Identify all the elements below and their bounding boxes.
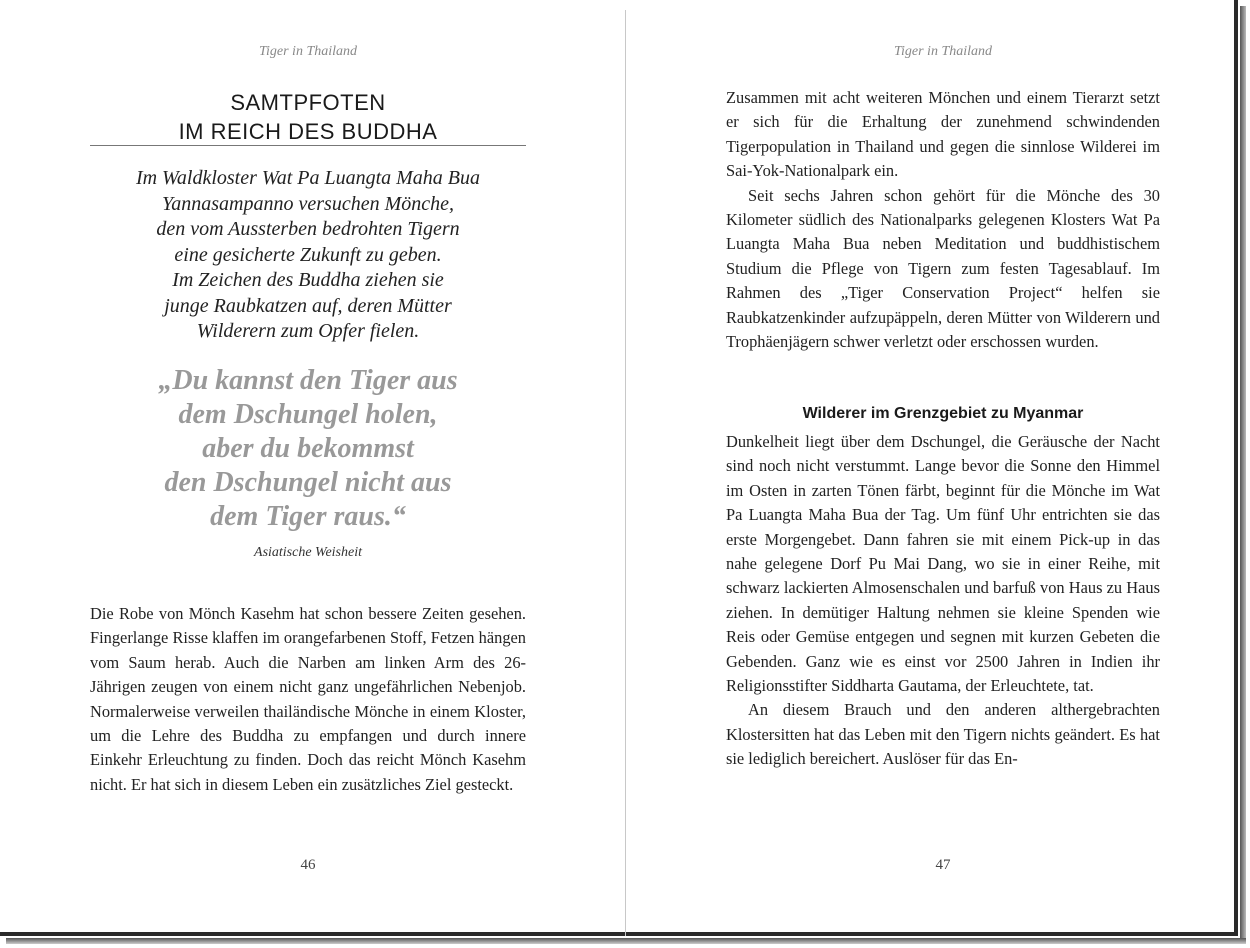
intro-line: eine gesicherte Zukunft zu geben.	[174, 243, 442, 266]
section-subheading: Wilderer im Grenzgebiet zu Myanmar	[802, 405, 1084, 422]
page-shadow-right	[1240, 6, 1246, 942]
intro-line: den vom Aussterben bedrohten Tigern	[156, 218, 460, 240]
intro-line: Wilderern zum Opfer fielen.	[196, 320, 420, 342]
running-head-left: Tiger in Thailand	[258, 44, 358, 59]
page-gutter	[625, 10, 626, 936]
quote-line: aber du bekommst	[202, 433, 414, 464]
intro-line: Im Waldkloster Wat Pa Luangta Maha Bua	[135, 167, 481, 189]
page-number-left: 46	[300, 857, 316, 873]
paragraph: Seit sechs Jahren schon gehört für die Mönche des 30 Kilometer südlich des Nationalparks gelegenen Klosters Wat Pa Luangta Maha Bua neben Meditation und buddhistischem Studium die Pflege von Tigern zum festen Tagesablauf. Im Rahmen des „Tiger Conservation Project“ helfen sie Raubkatzenkinder aufzupäppeln, deren Mütter von Wilderern und Trophäenjägern schwer verletzt oder erschossen wurden.	[726, 185, 1160, 352]
page-number-right: 47	[935, 857, 951, 873]
body-text-right-top	[726, 86, 1160, 354]
chapter-title-line-1: SAMTPFOTEN	[230, 90, 386, 115]
paragraph: Zusammen mit acht weiteren Mönchen und einem Tierarzt setzt er sich für die Erhaltung der zunehmend schwindenden Tigerpopulation in Thailand und gegen die sinnlose Wilderei im Sai-Yok-Nationalpark ein.	[726, 88, 1160, 181]
intro-text	[90, 166, 526, 345]
running-head-right: Tiger in Thailand	[893, 44, 993, 59]
paragraph: Dunkelheit liegt über dem Dschungel, die Geräusche der Nacht sind noch nicht verstummt. Lange bevor die Sonne den Himmel im Osten in zarten Tönen färbt, beginnt für die Mönche im Wat Pa Luangta Maha Bua der Tag. Um fünf Uhr entrichten sie das erste Morgengebet. Dann fahren sie mit einem Pick-up in das nahe gelegene Dorf Pu Mai Dang, wo sie in einer Reihe, mit schwarz lackierten Almosenschalen und barfuß von Haus zu Haus ziehen. In demütiger Haltung nehmen sie kleine Spenden wie Reis oder Gemüse entgegen und segnen mit kurzen Gebeten die Gebenden. Ganz wie es einst vor 2500 Jahren in Indien ihr Religionsstifter Siddharta Gautama, der Erleuchtete, tat.	[726, 432, 1160, 696]
quote-line: „Du kannst den Tiger aus	[158, 365, 458, 396]
page-shadow-bottom	[6, 938, 1246, 944]
quote-line: dem Dschungel holen,	[178, 399, 438, 430]
intro-line: Yannasampanno versuchen Mönche,	[161, 192, 454, 215]
epigraph-quote	[90, 364, 526, 534]
quote-line: dem Tiger raus.“	[210, 501, 406, 532]
right-page	[726, 0, 1160, 936]
left-page	[90, 0, 526, 936]
body-text-left	[90, 602, 526, 797]
chapter-title	[90, 88, 526, 146]
body-text-right-bottom	[726, 430, 1160, 772]
chapter-title-line-2: IM REICH DES BUDDHA	[178, 119, 438, 144]
quote-source: Asiatische Weisheit	[254, 545, 362, 560]
paragraph: Die Robe von Mönch Kasehm hat schon bessere Zeiten gesehen. Fingerlange Risse klaffen im orangefarbenen Stoff, Fetzen hängen vom Saum herab. Auch die Narben am linken Arm des 26-Jährigen zeugen von einem nicht ganz ungefährlichen Nebenjob. Normalerweise verweilen thailändische Mönche in einem Kloster, um die Lehre des Buddha zu empfangen und durch innere Einkehr Erleuchtung zu finden. Doch das reicht Mönch Kasehm nicht. Er hat sich in diesem Leben ein zusätzliches Ziel gesteckt.	[90, 604, 526, 794]
intro-line: junge Raubkatzen auf, deren Mütter	[164, 294, 452, 317]
quote-line: den Dschungel nicht aus	[164, 467, 452, 498]
title-rule	[90, 145, 526, 146]
intro-line: Im Zeichen des Buddha ziehen sie	[172, 269, 444, 291]
paragraph: An diesem Brauch und den anderen althergebrachten Klostersitten hat das Leben mit den Tigern nichts geändert. Es hat sie lediglich bereichert. Auslöser für das En-	[726, 700, 1160, 769]
